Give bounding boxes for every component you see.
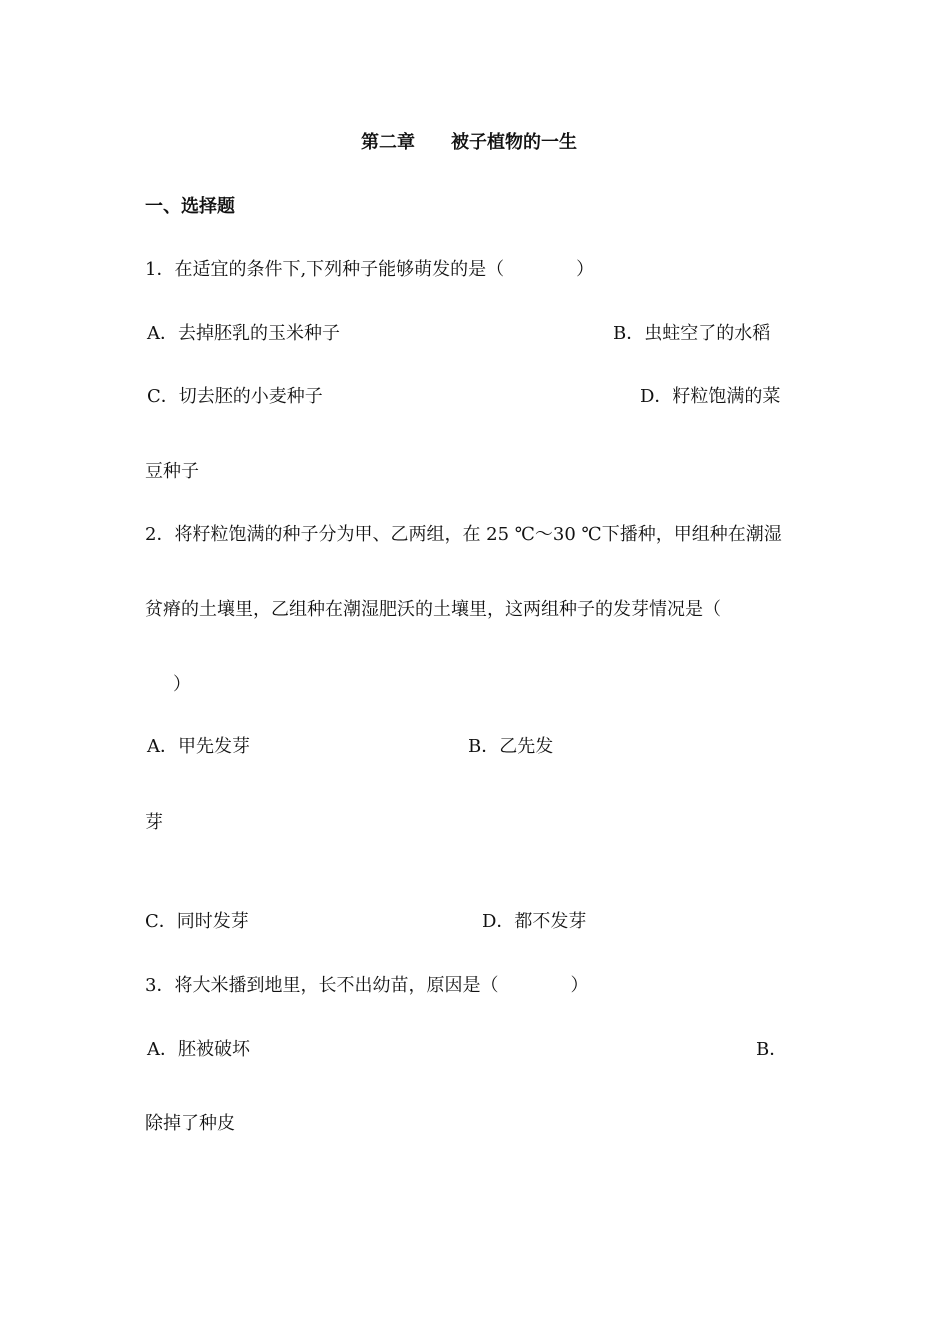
question-2-option-b: B．乙先发 bbox=[468, 736, 554, 757]
question-1-option-b: B．虫蛀空了的水稻 bbox=[613, 323, 771, 344]
question-3-option-b: B． bbox=[756, 1039, 788, 1060]
question-2-option-c: C．同时发芽 bbox=[145, 911, 249, 932]
question-1-stem: 1．在适宜的条件下,下列种子能够萌发的是（ ） bbox=[145, 259, 595, 280]
question-2-stem-line-1: 2．将籽粒饱满的种子分为甲、乙两组，在 25 ℃～30 ℃下播种，甲组种在潮湿 bbox=[145, 524, 782, 545]
question-2-option-d: D．都不发芽 bbox=[482, 911, 587, 932]
question-3-stem: 3．将大米播到地里，长不出幼苗，原因是（ ） bbox=[145, 975, 589, 996]
question-2-stem-line-2: 贫瘠的土壤里，乙组种在潮湿肥沃的土壤里，这两组种子的发芽情况是（ bbox=[145, 599, 721, 620]
page-title: 第二章 被子植物的一生 bbox=[361, 132, 577, 153]
question-2-stem-line-3: ） bbox=[173, 674, 191, 695]
question-3-option-a: A．胚被破坏 bbox=[147, 1039, 250, 1060]
section-heading: 一、选择题 bbox=[145, 196, 235, 217]
question-2-option-b-continuation: 芽 bbox=[145, 812, 163, 833]
question-1-option-d-continuation: 豆种子 bbox=[145, 461, 199, 482]
question-1-option-c: C．切去胚的小麦种子 bbox=[147, 386, 323, 407]
question-1-option-d: D．籽粒饱满的菜 bbox=[640, 386, 781, 407]
question-3-option-b-continuation: 除掉了种皮 bbox=[145, 1113, 235, 1134]
question-2-option-a: A．甲先发芽 bbox=[147, 736, 250, 757]
question-1-option-a: A．去掉胚乳的玉米种子 bbox=[147, 323, 340, 344]
